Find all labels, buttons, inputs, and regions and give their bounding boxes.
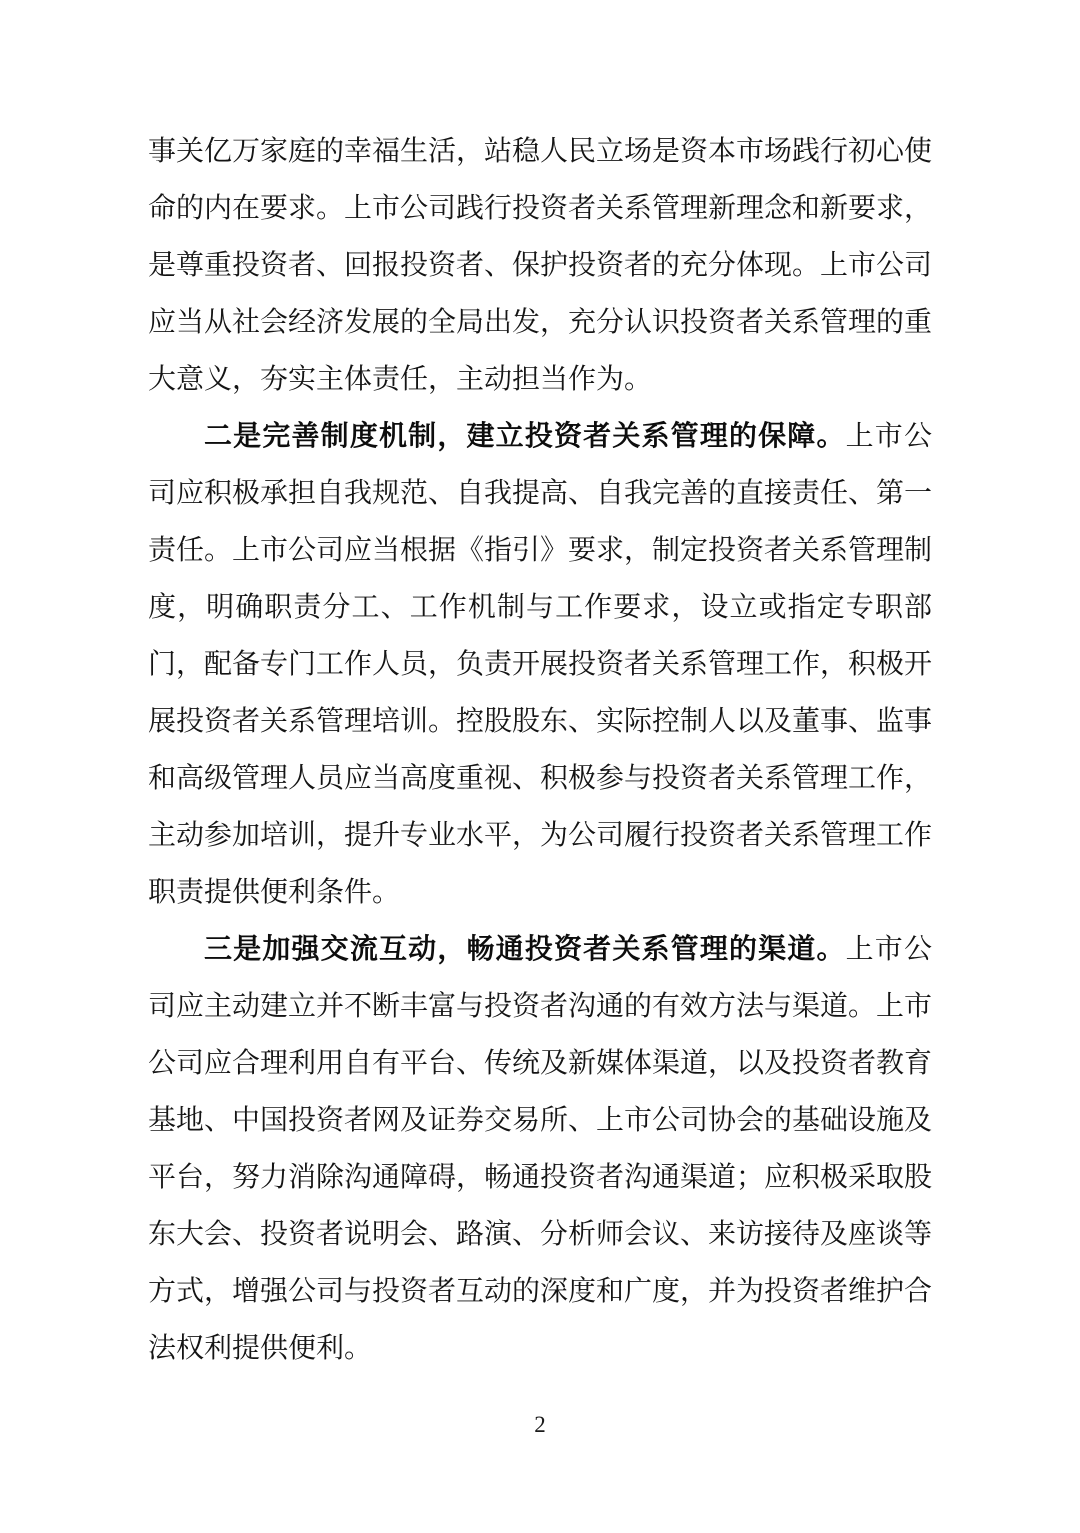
paragraph-text: 上市公司应积极承担自我规范、自我提高、自我完善的直接责任、第一责任。上市公司应当根据《指引》要求，制定投资者关系管理制度，明确职责分工、工作机制与工作要求，设立或指定专职部门，配备专门工作人员，负责开展投资者关系管理工作，积极开展投资者关系管理培训。控股股东、实际控制人以及董事、监事和高级管理人员应当高度重视、积极参与投资者关系管理工作，主动参加培训，提升专业水平，为公司履行投资者关系管理工作职责提供便利条件。: [148, 421, 933, 908]
page-number: 2: [534, 1412, 546, 1437]
section-lead-bold: 二是完善制度机制，建立投资者关系管理的保障。: [204, 421, 846, 452]
section-lead-bold: 三是加强交流互动，畅通投资者关系管理的渠道。: [204, 934, 846, 965]
document-text-body: [148, 123, 932, 1377]
paragraph-section-two: [148, 408, 932, 921]
paragraph-section-three: [148, 921, 932, 1377]
paragraph-continuation: [148, 123, 932, 408]
paragraph-text: 事关亿万家庭的幸福生活，站稳人民立场是资本市场践行初心使命的内在要求。上市公司践行投资者关系管理新理念和新要求，是尊重投资者、回报投资者、保护投资者的充分体现。上市公司应当从社会经济发展的全局出发，充分认识投资者关系管理的重大意义，夯实主体责任，主动担当作为。: [148, 136, 933, 395]
paragraph-text: 上市公司应主动建立并不断丰富与投资者沟通的有效方法与渠道。上市公司应合理利用自有平台、传统及新媒体渠道，以及投资者教育基地、中国投资者网及证券交易所、上市公司协会的基础设施及平台，努力消除沟通障碍，畅通投资者沟通渠道；应积极采取股东大会、投资者说明会、路演、分析师会议、来访接待及座谈等方式，增强公司与投资者互动的深度和广度，并为投资者维护合法权利提供便利。: [148, 934, 933, 1364]
